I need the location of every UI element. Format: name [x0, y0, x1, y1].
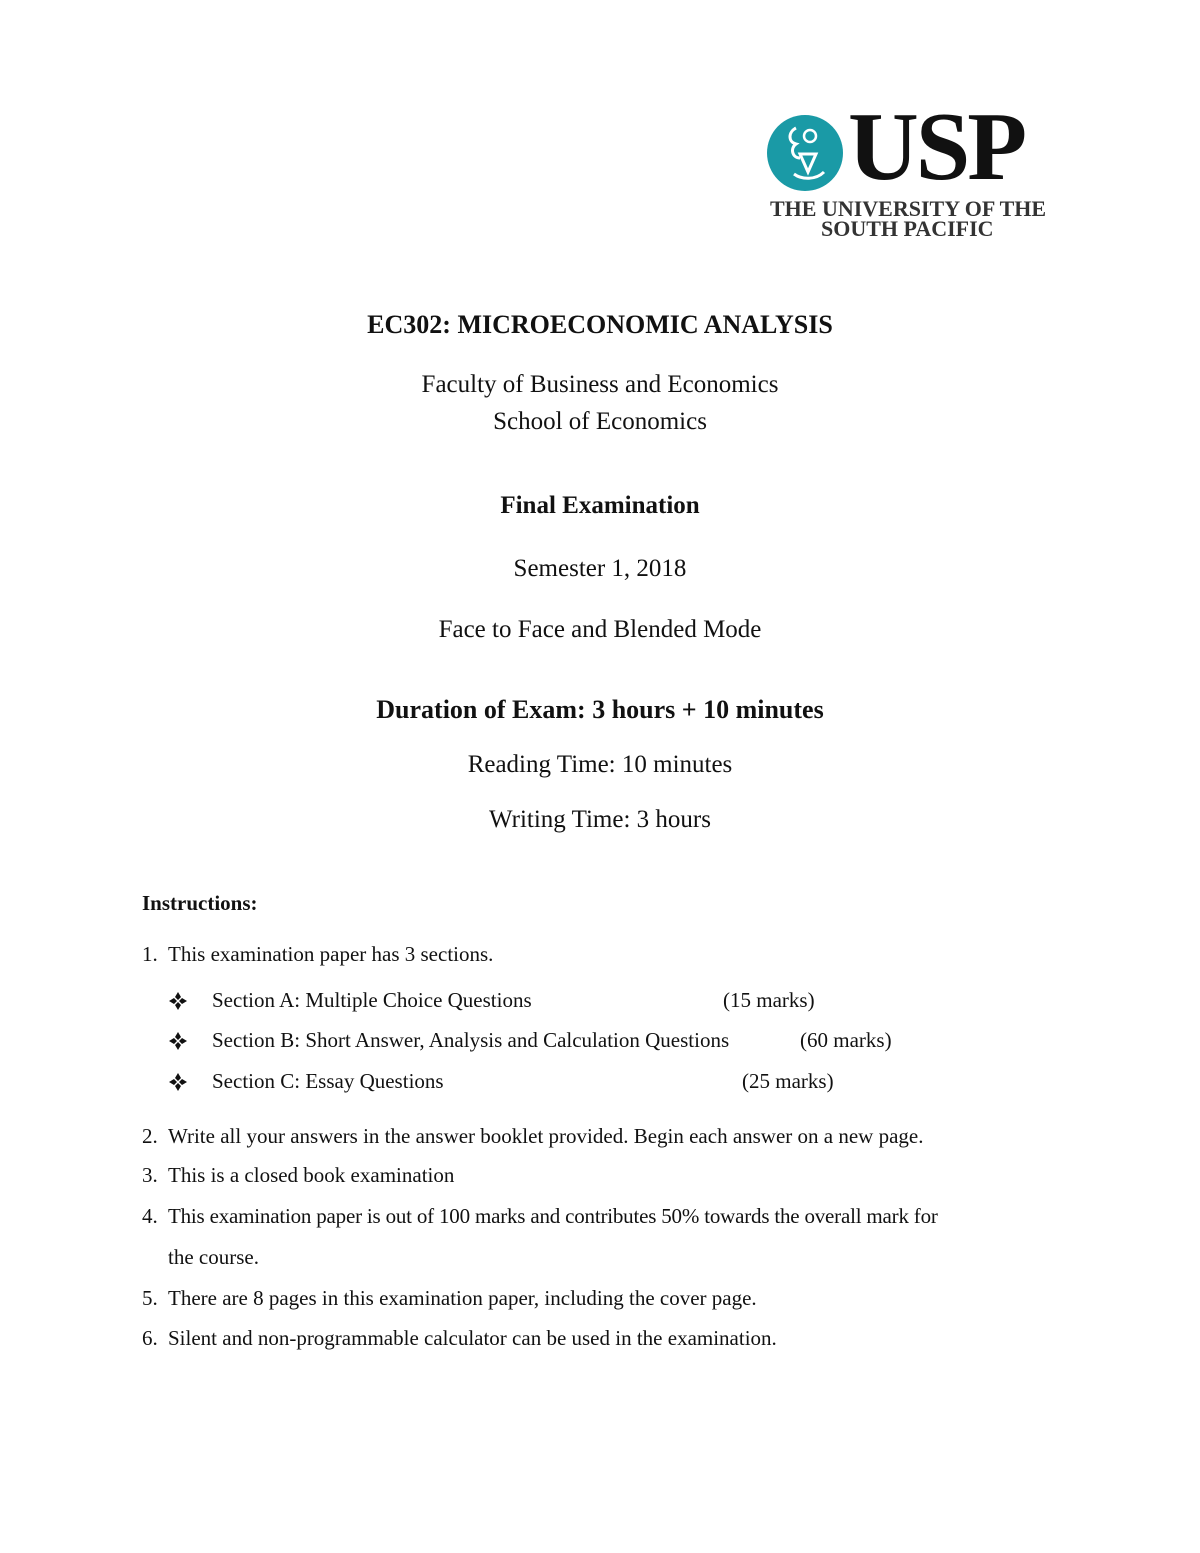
instruction-text: There are 8 pages in this examination paper, including the cover page. — [168, 1286, 757, 1310]
diamond-bullet-icon — [168, 1072, 188, 1092]
section-marks: (60 marks) — [800, 1028, 892, 1052]
reading-time: Reading Time: 10 minutes — [467, 751, 733, 778]
semester: Semester 1, 2018 — [513, 555, 687, 582]
instruction-number: 1. — [142, 942, 158, 966]
instructions-heading: Instructions: — [142, 891, 258, 915]
delivery-mode: Face to Face and Blended Mode — [438, 616, 762, 643]
instruction-text: This examination paper is out of 100 marks and contributes 50% towards the overall mark for — [168, 1204, 938, 1228]
exam-duration: Duration of Exam: 3 hours + 10 minutes — [376, 695, 824, 724]
faculty-name: Faculty of Business and Economics — [421, 371, 779, 398]
section-label: Section B: Short Answer, Analysis and Calculation Questions — [212, 1028, 730, 1052]
instruction-number: 4. — [142, 1204, 158, 1228]
instruction-text: Silent and non-programmable calculator can be used in the examination. — [168, 1326, 777, 1350]
university-name-line2: SOUTH PACIFIC — [821, 216, 994, 241]
course-title: EC302: MICROECONOMIC ANALYSIS — [367, 310, 833, 339]
instruction-number: 2. — [142, 1124, 158, 1148]
section-label: Section A: Multiple Choice Questions — [212, 988, 532, 1012]
instruction-number: 3. — [142, 1163, 158, 1187]
section-label: Section C: Essay Questions — [212, 1069, 444, 1093]
diamond-bullet-icon — [168, 991, 188, 1011]
instruction-text: This is a closed book examination — [168, 1163, 455, 1187]
usp-wordmark: USP — [848, 93, 1025, 201]
university-name-line1: THE UNIVERSITY OF THE — [770, 196, 1047, 221]
usp-emblem-icon — [766, 114, 844, 192]
instruction-text: Write all your answers in the answer booklet provided. Begin each answer on a new page. — [168, 1124, 924, 1148]
instruction-number: 6. — [142, 1326, 158, 1350]
usp-logo — [764, 93, 1054, 242]
section-marks: (15 marks) — [723, 988, 815, 1012]
writing-time: Writing Time: 3 hours — [489, 806, 711, 833]
exam-type: Final Examination — [500, 492, 700, 519]
section-marks: (25 marks) — [742, 1069, 834, 1093]
instruction-number: 5. — [142, 1286, 158, 1310]
instruction-text-continued: the course. — [168, 1245, 259, 1269]
diamond-bullet-icon — [168, 1031, 188, 1051]
school-name: School of Economics — [493, 408, 707, 435]
instruction-text: This examination paper has 3 sections. — [168, 942, 494, 966]
